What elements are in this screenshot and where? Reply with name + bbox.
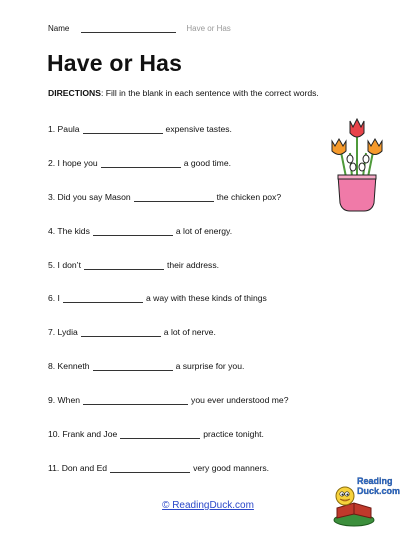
question-text-before: 4. The kids (48, 226, 90, 236)
question-5 (48, 260, 219, 270)
logo-text-duck: Duck.com (357, 486, 401, 496)
tulip-vase-icon (326, 117, 388, 213)
question-text-after: practice tonight. (203, 429, 264, 439)
header-subtitle: Have or Has (186, 24, 231, 33)
question-4 (48, 226, 232, 236)
answer-blank[interactable] (63, 294, 143, 303)
question-text-after: very good manners. (193, 463, 270, 473)
question-text-after: a way with these kinds of things (145, 293, 267, 303)
page-title: Have or Has (47, 50, 183, 76)
answer-blank[interactable] (101, 159, 181, 168)
answer-blank[interactable] (110, 464, 190, 473)
name-row (48, 24, 231, 33)
answer-blank[interactable] (93, 362, 173, 371)
question-8 (48, 361, 244, 371)
directions (48, 88, 319, 98)
question-text-before: 2. I hope you (48, 158, 98, 168)
question-text-after: a surprise for you. (175, 361, 245, 371)
question-text-before: 8. Kenneth (48, 361, 90, 371)
question-text-before: 9. When (48, 395, 81, 405)
question-text-after: a good time. (183, 158, 231, 168)
question-10 (48, 429, 264, 439)
answer-blank[interactable] (120, 430, 200, 439)
question-2 (48, 158, 231, 168)
question-text-after: you ever understood me? (191, 395, 289, 405)
question-text-after: a lot of energy. (175, 226, 233, 236)
question-3 (48, 192, 281, 202)
question-text-before: 7. Lydia (48, 327, 78, 337)
question-text-before: 11. Don and Ed (48, 463, 108, 473)
question-9 (48, 395, 288, 405)
question-text-after: a lot of nerve. (163, 327, 216, 337)
question-text-before: 6. I (48, 293, 60, 303)
logo-text-reading: Reading (357, 476, 393, 486)
answer-blank[interactable] (134, 193, 214, 202)
answer-blank[interactable] (83, 396, 188, 405)
question-11 (48, 463, 269, 473)
name-blank-line[interactable] (81, 24, 176, 33)
directions-text: : Fill in the blank in each sentence with the correct words. (101, 88, 319, 98)
question-text-after: expensive tastes. (165, 124, 232, 134)
directions-label: DIRECTIONS (48, 88, 101, 98)
reading-duck-logo (325, 470, 401, 528)
question-text-after: their address. (166, 260, 220, 270)
name-label: Name (48, 24, 70, 33)
question-1 (48, 124, 232, 134)
question-text-before: 5. I don’t (48, 260, 81, 270)
question-text-before: 10. Frank and Joe (48, 429, 118, 439)
question-7 (48, 327, 216, 337)
answer-blank[interactable] (84, 261, 164, 270)
question-6 (48, 293, 267, 303)
question-text-before: 3. Did you say Mason (48, 192, 131, 202)
question-text-before: 1. Paula (48, 124, 80, 134)
answer-blank[interactable] (83, 125, 163, 134)
answer-blank[interactable] (81, 328, 161, 337)
footer-link[interactable]: © ReadingDuck.com (162, 500, 254, 511)
answer-blank[interactable] (93, 227, 173, 236)
question-text-after: the chicken pox? (216, 192, 282, 202)
